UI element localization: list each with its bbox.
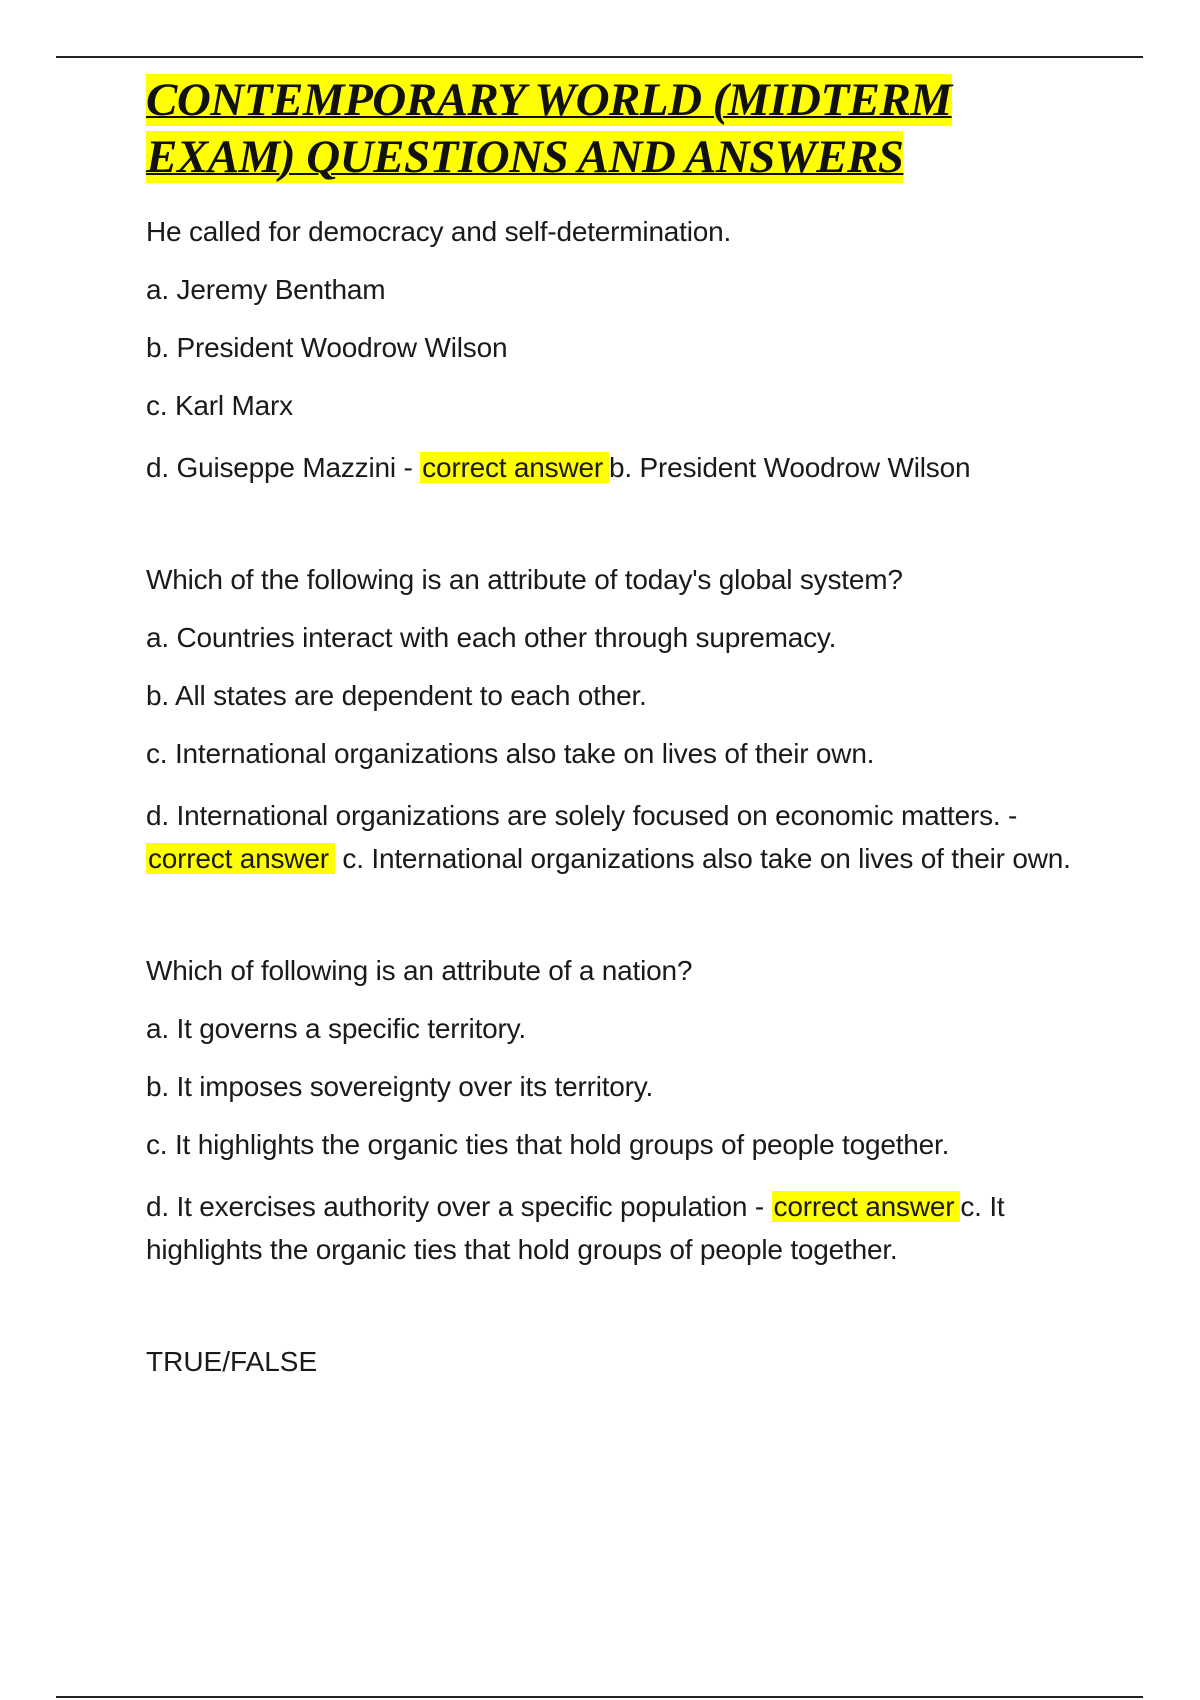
option-b: b. It imposes sovereignty over its territory. [146, 1071, 654, 1102]
question-3 [146, 953, 1086, 1271]
option-a: a. Jeremy Bentham [146, 274, 386, 305]
question-1 [146, 214, 1086, 489]
option-d-with-answer [146, 1185, 1086, 1271]
section-heading: TRUE/FALSE [146, 1346, 318, 1377]
correct-answer-highlight: correct answer [772, 1191, 961, 1222]
option-b: b. All states are dependent to each other. [146, 680, 647, 711]
answer-text: c. It highlights the organic ties that hold groups of people together. [146, 1191, 1005, 1265]
option-c: c. It highlights the organic ties that hold groups of people together. [146, 1129, 950, 1160]
bottom-rule [56, 1696, 1143, 1698]
document-title: CONTEMPORARY WORLD (MIDTERM EXAM) QUESTIONS AND ANSWERS [146, 74, 952, 183]
option-c: c. International organizations also take on lives of their own. [146, 738, 875, 769]
answer-text: c. International organizations also take on lives of their own. [342, 843, 1071, 874]
option-d-with-answer [146, 794, 1086, 880]
option-b: b. President Woodrow Wilson [146, 332, 508, 363]
option-d: d. It exercises authority over a specific population - [146, 1191, 772, 1222]
correct-answer-highlight: correct answer [146, 843, 335, 874]
document-body [146, 72, 1086, 1408]
question-prompt: Which of following is an attribute of a nation? [146, 955, 693, 986]
question-prompt: Which of the following is an attribute of today's global system? [146, 564, 903, 595]
option-d: d. Guiseppe Mazzini - [146, 452, 421, 483]
question-2 [146, 562, 1086, 880]
option-d-with-answer [146, 446, 1086, 489]
answer-text: b. President Woodrow Wilson [609, 452, 971, 483]
question-prompt: He called for democracy and self-determination. [146, 216, 732, 247]
option-a: a. Countries interact with each other through supremacy. [146, 622, 837, 653]
correct-answer-highlight: correct answer [420, 452, 609, 483]
top-rule [56, 56, 1143, 58]
option-d: d. International organizations are solely focused on economic matters. - [146, 800, 1018, 831]
option-a: a. It governs a specific territory. [146, 1013, 526, 1044]
option-c: c. Karl Marx [146, 390, 293, 421]
